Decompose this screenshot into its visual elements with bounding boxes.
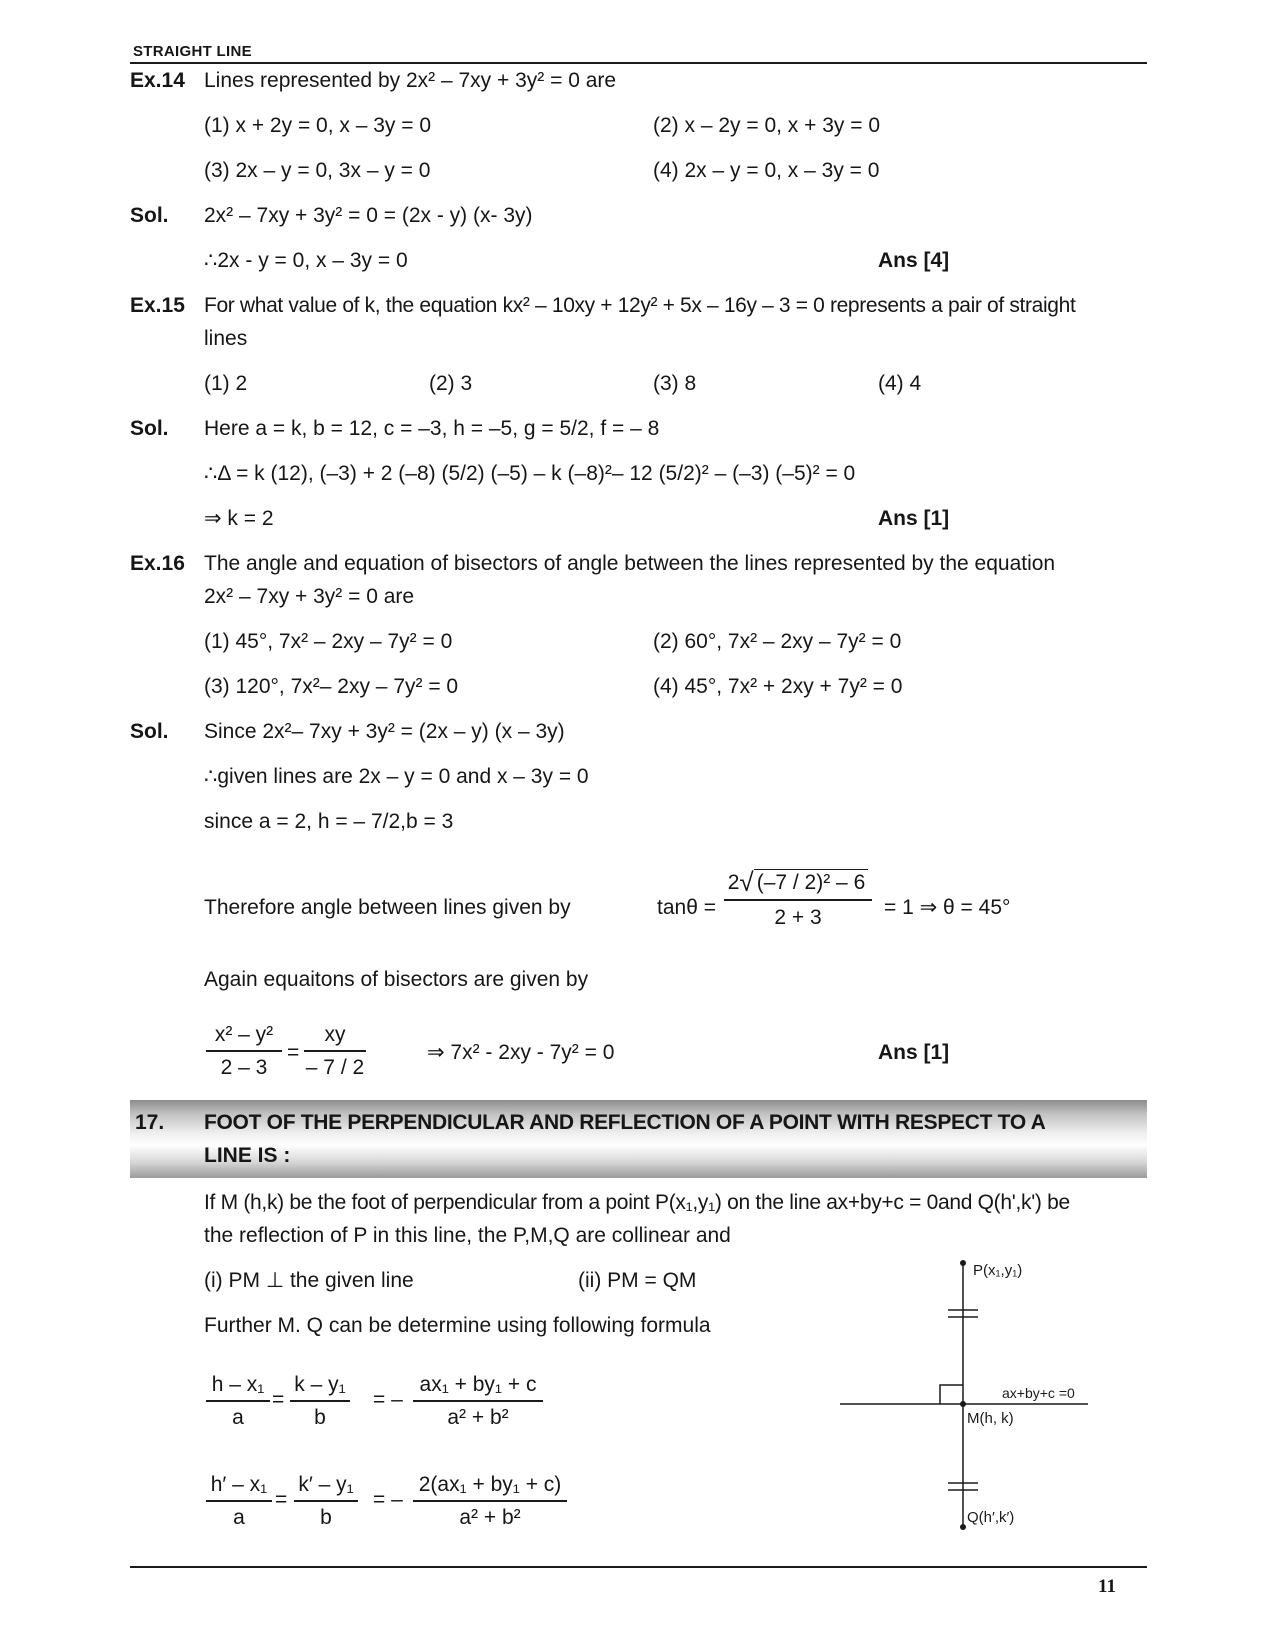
ex15-option-1: (1) 2	[204, 372, 248, 395]
ex16-option-3: (3) 120°, 7x²– 2xy – 7y² = 0	[204, 675, 459, 698]
fraction-bar	[413, 1500, 567, 1502]
section-title-line2: LINE IS :	[204, 1144, 291, 1167]
page-number: 11	[1098, 1576, 1116, 1597]
formula1-fraction-k	[290, 1372, 350, 1431]
ex14-sol-label: Sol.	[130, 204, 169, 227]
ex16-option-1: (1) 45°, 7x² – 2xy – 7y² = 0	[204, 630, 453, 653]
formula1-h-numerator: h – x₁	[211, 1373, 265, 1396]
label-m: M(h, k)	[967, 1410, 1014, 1427]
ex16-sol-line2: ∴given lines are 2x – y = 0 and x – 3y = 0	[204, 765, 589, 788]
formula1-rhs-numerator: ax₁ + by₁ + c	[419, 1373, 537, 1396]
ex15-label: Ex.15	[130, 294, 185, 317]
ex15-option-2: (2) 3	[429, 372, 473, 395]
section-para-line2: the reflection of P in this line, the P,M,Q are collinear and	[204, 1224, 731, 1247]
label-q: Q(h′,k′)	[967, 1509, 1015, 1526]
ex14-sol-line1: 2x² – 7xy + 3y² = 0 = (2x - y) (x- 3y)	[204, 204, 533, 227]
right-angle-marker	[940, 1385, 963, 1404]
ex15-answer: Ans [1]	[878, 507, 950, 530]
formula2-rhs-numerator: 2(ax₁ + by₁ + c)	[418, 1473, 562, 1496]
ex16-sol-line3: since a = 2, h = – 7/2,b = 3	[204, 810, 454, 833]
ex15-sol-line2: ∴Δ = k (12), (–3) + 2 (–8) (5/2) (–5) – k (–8)²– 12 (5/2)² – (–3) (–5)² = 0	[204, 462, 856, 485]
ex16-sol-label: Sol.	[130, 720, 169, 743]
bisector-result: ⇒ 7x² - 2xy - 7y² = 0	[427, 1041, 615, 1064]
bisector-frac1-denominator: 2 – 3	[220, 1055, 268, 1079]
formula-intro: Further M. Q can be determine using following formula	[204, 1314, 711, 1337]
label-line: ax+by+c =0	[1002, 1385, 1075, 1401]
formula1-rhs-denominator: a² + b²	[447, 1405, 509, 1429]
fraction-bar	[206, 1500, 272, 1502]
section-para-line1: If M (h,k) be the foot of perpendicular from a point P(x₁,y₁) on the line ax+by+c = 0and Q(h',k') be	[204, 1191, 1070, 1214]
ex15-sol-line3: ⇒ k = 2	[204, 507, 274, 530]
ex14-label: Ex.14	[130, 69, 185, 92]
formula1-k-numerator: k – y₁	[294, 1373, 346, 1396]
ex16-sol-line1: Since 2x²– 7xy + 3y² = (2x – y) (x – 3y)	[204, 720, 565, 743]
header-rule	[130, 62, 1147, 64]
condition-equal-distance: (ii) PM = QM	[578, 1269, 697, 1292]
ex14-option-3: (3) 2x – y = 0, 3x – y = 0	[204, 159, 431, 182]
ex14-option-2: (2) x – 2y = 0, x + 3y = 0	[653, 114, 881, 137]
ex16-question-line1: The angle and equation of bisectors of angle between the lines represented by the equation	[204, 552, 1056, 575]
tan-lhs: tanθ =	[657, 896, 716, 919]
ex15-option-4: (4) 4	[878, 372, 922, 395]
fraction-bar	[294, 1500, 358, 1502]
ex14-question: Lines represented by 2x² – 7xy + 3y² = 0 are	[204, 69, 617, 92]
formula1-k-denominator: b	[314, 1405, 326, 1429]
angle-statement: Therefore angle between lines given by	[204, 896, 571, 919]
fraction-bar	[304, 1050, 366, 1052]
equals-minus-sign: = –	[373, 1488, 403, 1511]
ex14-option-4: (4) 2x – y = 0, x – 3y = 0	[653, 159, 880, 182]
bisector-frac1-numerator: x² – y²	[214, 1023, 274, 1046]
equals-sign: =	[272, 1388, 285, 1411]
tan-numerator	[724, 866, 872, 896]
running-header: STRAIGHT LINE	[133, 43, 252, 60]
ex15-sol-line1: Here a = k, b = 12, c = –3, h = –5, g = 5/2, f = – 8	[204, 417, 660, 440]
ex15-question-line2: lines	[204, 327, 248, 350]
bisector-fraction-1	[206, 1022, 282, 1081]
condition-perpendicular: (i) PM ⊥ the given line	[204, 1269, 414, 1292]
point-m	[960, 1401, 966, 1407]
ex16-label: Ex.16	[130, 552, 185, 575]
ex16-answer: Ans [1]	[878, 1041, 950, 1064]
tan-num-radicand: (–7 / 2)² – 6	[754, 869, 869, 896]
tan-fraction-bar	[724, 899, 872, 901]
bisector-frac2-denominator: – 7 / 2	[305, 1055, 365, 1079]
formula2-h-denominator: a	[233, 1505, 245, 1529]
formula2-fraction-rhs	[413, 1472, 567, 1531]
ex16-option-4: (4) 45°, 7x² + 2xy + 7y² = 0	[653, 675, 903, 698]
label-p: P(x₁,y₁)	[973, 1262, 1023, 1279]
tan-denominator: 2 + 3	[774, 905, 822, 929]
equals-sign: =	[287, 1041, 300, 1064]
formula2-k-numerator: k′ – y₁	[298, 1473, 354, 1496]
point-q	[960, 1524, 966, 1530]
ex15-sol-label: Sol.	[130, 417, 169, 440]
ex15-question-line1: For what value of k, the equation kx² – 10xy + 12y² + 5x – 16y – 3 = 0 represents a pair of straight	[204, 294, 1076, 317]
formula2-k-denominator: b	[320, 1505, 332, 1529]
formula1-fraction-rhs	[413, 1372, 543, 1431]
tan-num-coefficient: 2	[727, 871, 740, 894]
tan-fraction	[724, 866, 872, 931]
bisector-statement: Again equaitons of bisectors are given by	[204, 968, 589, 991]
bisector-fraction-2	[304, 1022, 366, 1081]
formula2-fraction-k	[294, 1472, 358, 1531]
formula2-fraction-h	[206, 1472, 272, 1531]
point-p	[960, 1260, 966, 1266]
formula2-rhs-denominator: a² + b²	[459, 1505, 521, 1529]
formula2-h-numerator: h′ – x₁	[210, 1473, 268, 1496]
ex14-option-1: (1) x + 2y = 0, x – 3y = 0	[204, 114, 432, 137]
ex16-question-line2: 2x² – 7xy + 3y² = 0 are	[204, 585, 415, 608]
tan-result: = 1 ⇒ θ = 45°	[884, 896, 1011, 919]
ex14-sol-line2: ∴2x - y = 0, x – 3y = 0	[204, 249, 408, 272]
fraction-bar	[413, 1400, 543, 1402]
ex14-answer: Ans [4]	[878, 249, 950, 272]
ex16-option-2: (2) 60°, 7x² – 2xy – 7y² = 0	[653, 630, 902, 653]
formula1-h-denominator: a	[232, 1405, 244, 1429]
equals-sign: =	[275, 1488, 288, 1511]
equals-minus-sign: = –	[373, 1388, 403, 1411]
ex15-option-3: (3) 8	[653, 372, 697, 395]
footer-rule	[130, 1566, 1147, 1568]
radical-sign: √	[739, 867, 754, 897]
section-title-line1: FOOT OF THE PERPENDICULAR AND REFLECTION OF A POINT WITH RESPECT TO A	[204, 1111, 1046, 1134]
formula1-fraction-h	[206, 1372, 270, 1431]
bisector-frac2-numerator: xy	[324, 1023, 346, 1046]
fraction-bar	[206, 1400, 270, 1402]
reflection-diagram	[830, 1255, 1120, 1540]
fraction-bar	[290, 1400, 350, 1402]
fraction-bar	[206, 1050, 282, 1052]
section-number: 17.	[135, 1111, 165, 1134]
